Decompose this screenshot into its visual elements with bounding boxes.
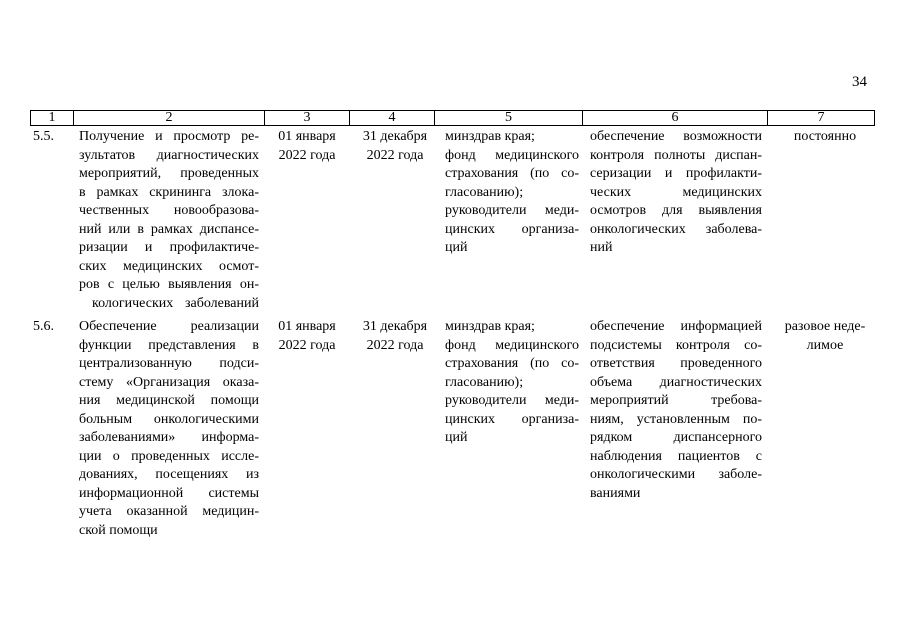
text-line: разовое неде-: [784, 319, 866, 334]
text-line: чественных новообразова-: [79, 203, 259, 218]
result-cell: [590, 318, 762, 503]
text-line: ций: [445, 430, 468, 445]
text-line: ний: [590, 240, 613, 255]
text-line: учета оказанной медицин-: [79, 504, 259, 519]
text-line: 01 января: [278, 129, 336, 144]
text-line: страхования (по со-: [445, 166, 579, 181]
text-line: рядком диспансерного: [590, 430, 762, 445]
text-line: лимое: [806, 337, 844, 353]
text-line: заболеваниями» информа-: [79, 430, 259, 445]
text-line: обеспечение информацией: [590, 319, 762, 334]
text-line: ров с целью выявления он-: [79, 277, 259, 292]
start-date-cell: [272, 318, 342, 355]
text-line: фонд медицинского: [445, 337, 579, 353]
text-line: объема диагностических: [590, 374, 762, 390]
activity-cell: [79, 318, 259, 540]
text-line: мероприятий, проведенных: [79, 166, 259, 181]
text-line: минздрав края;: [445, 129, 535, 144]
row-number: 5.5.: [33, 129, 54, 144]
text-line: 2022 года: [366, 337, 424, 353]
term-cell: [775, 318, 875, 355]
text-line: гласованию);: [445, 184, 524, 200]
text-line: 31 декабря: [362, 129, 428, 144]
start-date-cell: [272, 128, 342, 165]
text-line: ний или в рамках диспансе-: [79, 221, 259, 237]
text-line: ций: [445, 240, 468, 255]
text-line: 31 декабря: [362, 319, 428, 334]
text-line: онкологических заболева-: [590, 221, 762, 237]
text-line: контроля полноты диспан-: [590, 147, 762, 163]
text-line: мероприятий требова-: [590, 393, 762, 408]
column-header-4: 4: [350, 111, 435, 125]
text-line: стему «Организация оказа-: [79, 374, 259, 390]
text-line: ответствия проведенного: [590, 356, 762, 371]
text-line: обеспечение возможности: [590, 129, 762, 144]
column-header-1: 1: [31, 111, 74, 125]
executors-cell: [445, 318, 579, 448]
text-line: зультатов диагностических: [79, 147, 259, 163]
text-line: централизованную подси-: [79, 356, 259, 371]
text-line: больным онкологическими: [79, 411, 259, 427]
text-line: 01 января: [278, 319, 336, 334]
text-line: дованиях, посещениях из: [79, 467, 259, 482]
end-date-cell: [355, 318, 435, 355]
column-header-6: 6: [583, 111, 768, 125]
text-line: в рамках скрининга злока-: [79, 184, 259, 200]
text-line: подсистемы контроля со-: [590, 337, 762, 353]
text-line: информационной системы: [79, 485, 259, 501]
page-number: 34: [852, 74, 867, 90]
column-header-5: 5: [435, 111, 583, 125]
text-line: ской помощи: [79, 522, 158, 538]
text-line: Обеспечение реализации: [79, 319, 259, 334]
term-cell: [775, 128, 875, 147]
end-date-cell: [355, 128, 435, 165]
result-cell: [590, 128, 762, 258]
row-number: 5.6.: [33, 319, 54, 334]
text-line: ских медицинских осмот-: [79, 258, 259, 274]
text-line: фонд медицинского: [445, 147, 579, 163]
text-line: 2022 года: [366, 147, 424, 163]
text-line: ческих медицинских: [590, 184, 762, 200]
text-line: цинских организа-: [445, 411, 579, 427]
text-line: серизации и профилакти-: [590, 166, 762, 181]
text-line: руководители меди-: [445, 393, 579, 408]
text-line: руководители меди-: [445, 203, 579, 218]
text-line: 2022 года: [278, 147, 336, 163]
text-line: ниям, установленным по-: [590, 411, 762, 427]
table-header-row: [30, 110, 875, 126]
text-line: наблюдения пациентов с: [590, 448, 762, 464]
activity-cell: [79, 128, 259, 313]
text-line: цинских организа-: [445, 221, 579, 237]
column-header-3: 3: [265, 111, 350, 125]
text-line: минздрав края;: [445, 319, 535, 334]
column-header-2: 2: [74, 111, 265, 125]
text-line: онкологическими заболе-: [590, 467, 762, 482]
text-line: ния медицинской помощи: [79, 393, 259, 408]
text-line: постоянно: [793, 129, 857, 144]
text-line: 2022 года: [278, 337, 336, 353]
text-line: осмотров для выявления: [590, 203, 762, 218]
text-line: функции представления в: [79, 337, 259, 353]
executors-cell: [445, 128, 579, 258]
text-line: страхования (по со-: [445, 356, 579, 371]
text-line: кологических заболеваний: [92, 295, 259, 311]
text-line: Получение и просмотр ре-: [79, 129, 259, 144]
text-line: ваниями: [590, 485, 641, 501]
text-line: ции о проведенных иссле-: [79, 448, 259, 464]
text-line: гласованию);: [445, 374, 524, 390]
column-header-7: 7: [817, 110, 825, 125]
text-line: ризации и профилактиче-: [79, 240, 259, 255]
